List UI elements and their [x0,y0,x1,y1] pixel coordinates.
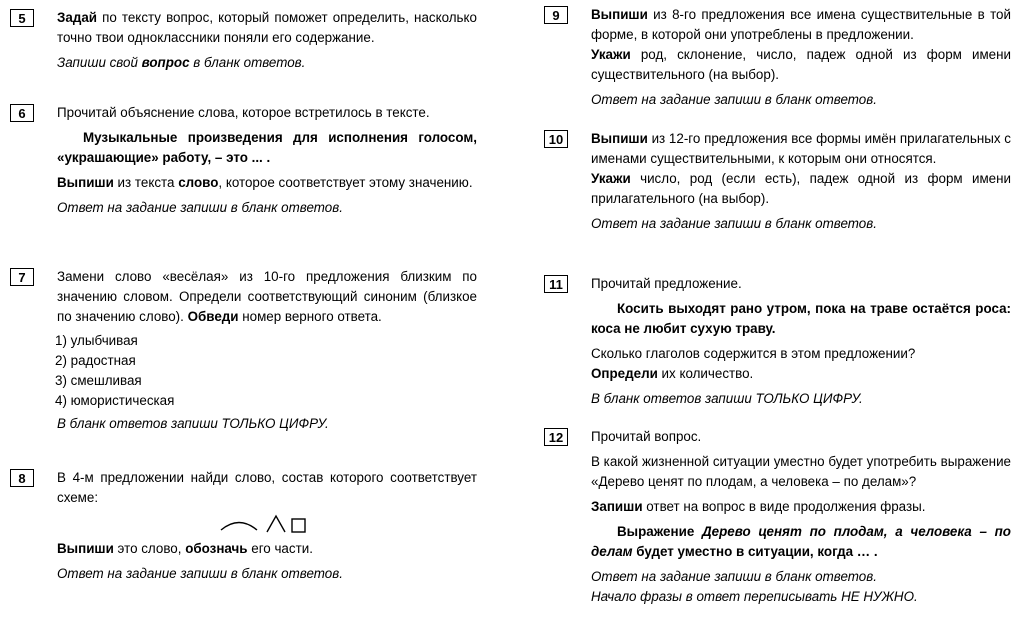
task-number: 11 [544,275,568,293]
answer-instruction: Ответ на задание запиши в бланк ответов. [591,216,877,231]
task-text: Выпиши из 12-го предложения все формы имён прилагательных с именами существительными, к которым они относятся. [591,131,1011,166]
answer-instruction: В бланк ответов запиши ТОЛЬКО ЦИФРУ. [57,416,329,431]
answer-option[interactable]: 1) улыбчивая [55,333,138,348]
task-text: Выпиши это слово, обозначь его части. [57,541,313,556]
task-intro: Прочитай предложение. [591,276,742,291]
answer-option[interactable]: 3) смешливая [55,373,142,388]
morpheme-schema-icon [219,513,315,535]
task-text: Определи их количество. [591,366,754,381]
task-intro: Прочитай объяснение слова, которое встретилось в тексте. [57,105,430,120]
task-number: 6 [10,104,34,122]
task-number: 8 [10,469,34,487]
task-question: В какой жизненной ситуации уместно будет употребить выражение «Дерево ценят по плодам, а человека – по делам»? [591,454,1011,489]
quoted-sentence: Косить выходят рано утром, пока на траве остаётся роса: коса не любит сухую траву. [591,301,1011,336]
task-number: 10 [544,130,568,148]
task-text: Замени слово «весёлая» из 10-го предложения близким по значению словом. Определи соответствующий синоним (близкое по значению слово). Обведи номер верного ответа. [57,269,477,324]
task-number: 9 [544,6,568,24]
task-number: 5 [10,9,34,27]
task-text: Укажи число, род (если есть), падеж одной из форм имени прилагательного (на выбор). [591,171,1011,206]
answer-option[interactable]: 2) радостная [55,353,136,368]
task-number: 7 [10,268,34,286]
word-definition: Музыкальные произведения для исполнения голосом, «украшающие» работу, – это ... . [57,130,477,165]
answer-instruction: Ответ на задание запиши в бланк ответов. [57,566,343,581]
answer-instruction: Ответ на задание запиши в бланк ответов. [591,569,877,584]
task-intro: Прочитай вопрос. [591,429,702,444]
task-text: Укажи род, склонение, число, падеж одной из форм имени существительного (на выбор). [591,47,1011,82]
morpheme-schema [57,513,477,535]
task-question: Сколько глаголов содержится в этом предложении? [591,346,916,361]
task-text: В 4-м предложении найди слово, состав которого соответствует схеме: [57,470,477,505]
task-text: Запиши ответ на вопрос в виде продолжения фразы. [591,499,926,514]
phrase-template: Выражение Дерево ценят по плодам, а человека – по делам будет уместно в ситуации, когда … . [591,524,1011,559]
answer-options [55,331,174,411]
answer-instruction: Ответ на задание запиши в бланк ответов. [591,92,877,107]
answer-instruction: Ответ на задание запиши в бланк ответов. [57,200,343,215]
answer-instruction: В бланк ответов запиши ТОЛЬКО ЦИФРУ. [591,391,863,406]
task-text: Выпиши из 8-го предложения все имена существительные в той форме, в которой они употреблены в предложении. [591,7,1011,42]
answer-note: Начало фразы в ответ переписывать НЕ НУЖНО. [591,589,918,604]
task-text: Выпиши из текста слово, которое соответствует этому значению. [57,175,473,190]
answer-option[interactable]: 4) юмористическая [55,393,175,408]
task-number: 12 [544,428,568,446]
answer-instruction: Запиши свой вопрос в бланк ответов. [57,55,306,70]
task-text: Задай по тексту вопрос, который поможет определить, насколько точно твои одноклассники поняли его содержание. [57,10,477,45]
